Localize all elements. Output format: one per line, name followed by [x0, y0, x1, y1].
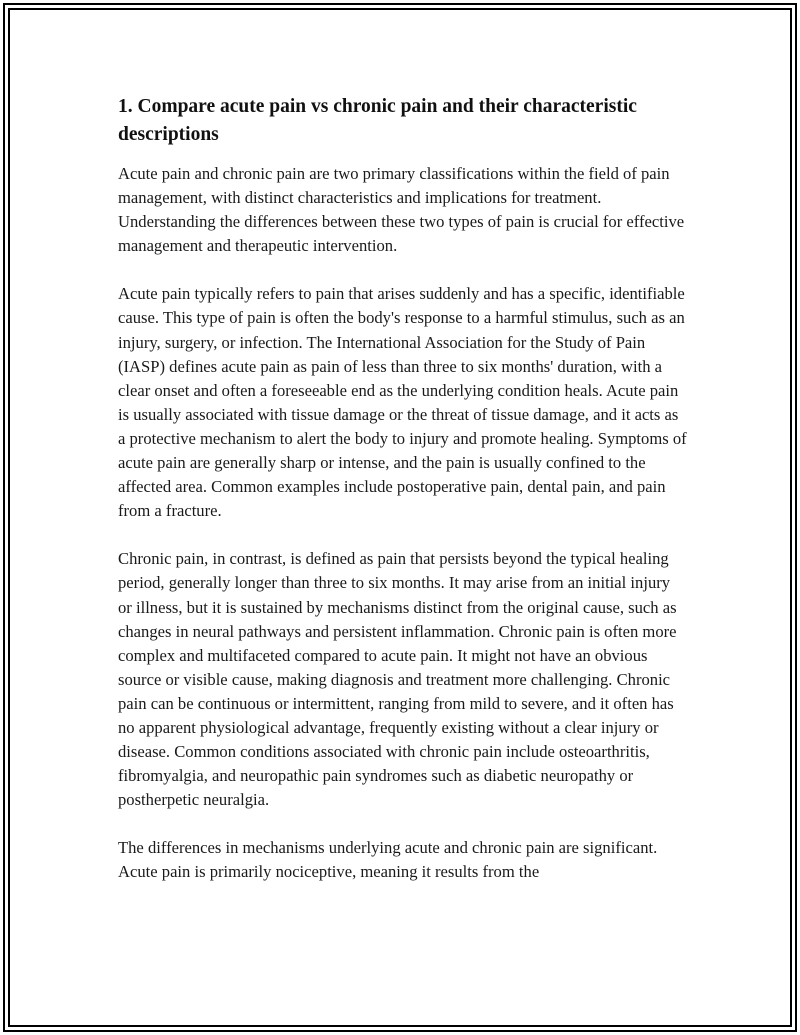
paragraph-mechanisms: The differences in mechanisms underlying acute and chronic pain are significant. Acute pain is primarily nociceptive, meaning it results from the	[118, 838, 658, 882]
paragraph-intro: Acute pain and chronic pain are two primary classifications within the field of pain management, with distinct characteristics and implications for treatment. Understanding the differences between these two types of pain is crucial for effective management and therapeutic intervention.	[118, 164, 685, 256]
paragraph-chronic-pain: Chronic pain, in contrast, is defined as pain that persists beyond the typical healing period, generally longer than three to six months. It may arise from an initial injury or illness, but it is sustained by mechanisms distinct from the original cause, such as changes in neural pathways and persistent inflammation. Chronic pain is often more complex and multifaceted compared to acute pain. It might not have an obvious source or visible cause, making diagnosis and treatment more challenging. Chronic pain can be continuous or intermittent, ranging from mild to severe, and it often has no apparent physiological advantage, frequently existing without a clear injury or disease. Common conditions associated with chronic pain include osteoarthritis, fibromyalgia, and neuropathic pain syndromes such as diabetic neuropathy or postherpetic neuralgia.	[118, 549, 677, 810]
document-body	[118, 93, 688, 909]
paragraph-acute-pain: Acute pain typically refers to pain that arises suddenly and has a specific, identifiable cause. This type of pain is often the body's response to a harmful stimulus, such as an injury, surgery, or infection. The International Association for the Study of Pain (IASP) defines acute pain as pain of less than three to six months' duration, with a clear onset and often a foreseeable end as the underlying condition heals. Acute pain is usually associated with tissue damage or the threat of tissue damage, and it acts as a protective mechanism to alert the body to injury and promote healing. Symptoms of acute pain are generally sharp or intense, and the pain is usually confined to the affected area. Common examples include postoperative pain, dental pain, and pain from a fracture.	[118, 284, 687, 521]
section-heading: 1. Compare acute pain vs chronic pain and their characteristic descriptions	[118, 96, 637, 145]
